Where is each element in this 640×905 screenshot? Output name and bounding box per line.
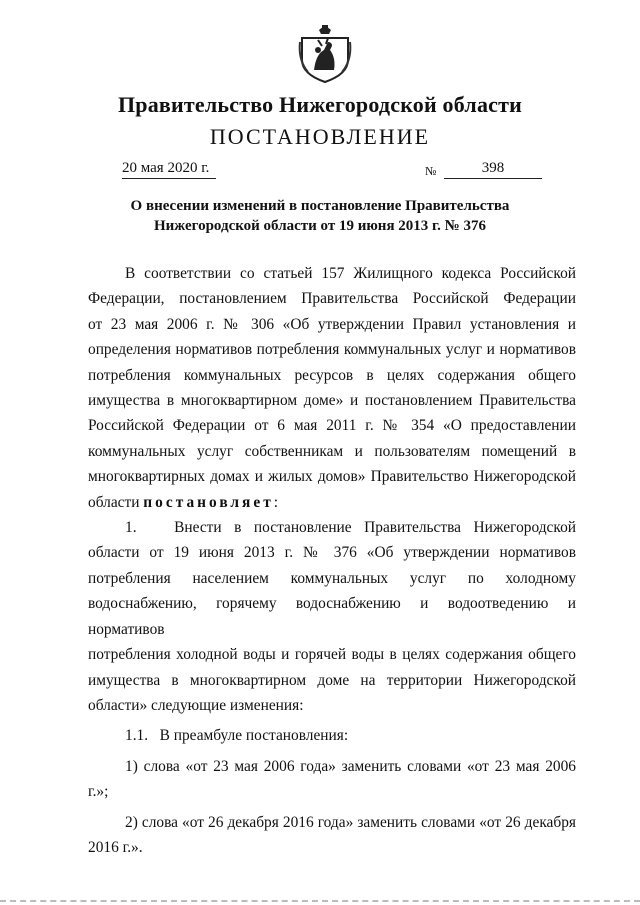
body-text: области	[88, 493, 144, 511]
subitem-2-line: 2016 г.».	[88, 838, 143, 856]
item-1-line: области» следующие изменения:	[88, 696, 304, 714]
body-line: имущества в многоквартирном доме» и постановлением Правительства	[88, 392, 576, 410]
item-1-line: имущества в многоквартирном доме на территории Нижегородской	[88, 671, 576, 689]
body-line: от 23 мая 2006 г. № 306 «Об утверждении Правил установления и	[88, 315, 576, 333]
document-title-line: О внесении изменений в постановление Правительства	[130, 198, 510, 214]
body-line: Российской Федерации от 6 мая 2011 г. № 354 «О предоставлении	[88, 417, 576, 435]
body-line: В соответствии со статьей 157 Жилищного кодекса Российской	[125, 265, 576, 282]
item-1-line: водоснабжению, горячему водоснабжению и водоотведению и нормативов	[88, 595, 576, 638]
item-1-1: 1.1. В преамбуле постановления:	[125, 727, 349, 745]
document-body	[88, 261, 576, 860]
body-line: определения нормативов потребления коммунальных услуг и нормативов	[88, 341, 576, 359]
document-title	[100, 196, 540, 236]
number-label: №	[425, 164, 437, 178]
body-line: потребления коммунальных ресурсов в целях содержания общего	[88, 366, 576, 384]
body-text: :	[273, 493, 279, 511]
item-1-line: 1. Внести в постановление Правительства Нижегородской	[125, 519, 576, 537]
body-line: коммунальных услуг собственникам и пользователям помещений в	[88, 442, 576, 460]
coat-of-arms-emblem	[298, 24, 352, 84]
organization-name: Правительство Нижегородской области	[117, 92, 522, 117]
document-type: ПОСТАНОВЛЕНИЕ	[209, 124, 431, 149]
body-line	[88, 490, 576, 515]
item-1-line: потребления населением коммунальных услуг по холодному	[88, 569, 576, 587]
document-title-line: Нижегородской области от 19 июня 2013 г. № 376	[153, 218, 486, 234]
body-line: многоквартирных домах и жилых домов» Правительство Нижегородской	[88, 468, 576, 486]
decree-word: постановляет	[143, 493, 274, 511]
document-date: 20 мая 2020 г.	[122, 160, 216, 179]
body-line: Федерации, постановлением Правительства Российской Федерации	[88, 290, 576, 308]
subitem-2-line: 2) слова «от 26 декабря 2016 года» заменить словами «от 26 декабря	[125, 813, 576, 831]
subitem-1: 1) слова «от 23 мая 2006 года» заменить словами «от 23 мая 2006 г.»;	[88, 757, 576, 801]
item-1-line: области от 19 июня 2013 г. № 376 «Об утверждении нормативов	[88, 544, 576, 562]
scan-edge-artifact	[0, 900, 640, 904]
item-1-line: потребления холодной воды и горячей воды в целях содержания общего	[88, 646, 576, 664]
document-number: 398	[444, 160, 542, 179]
